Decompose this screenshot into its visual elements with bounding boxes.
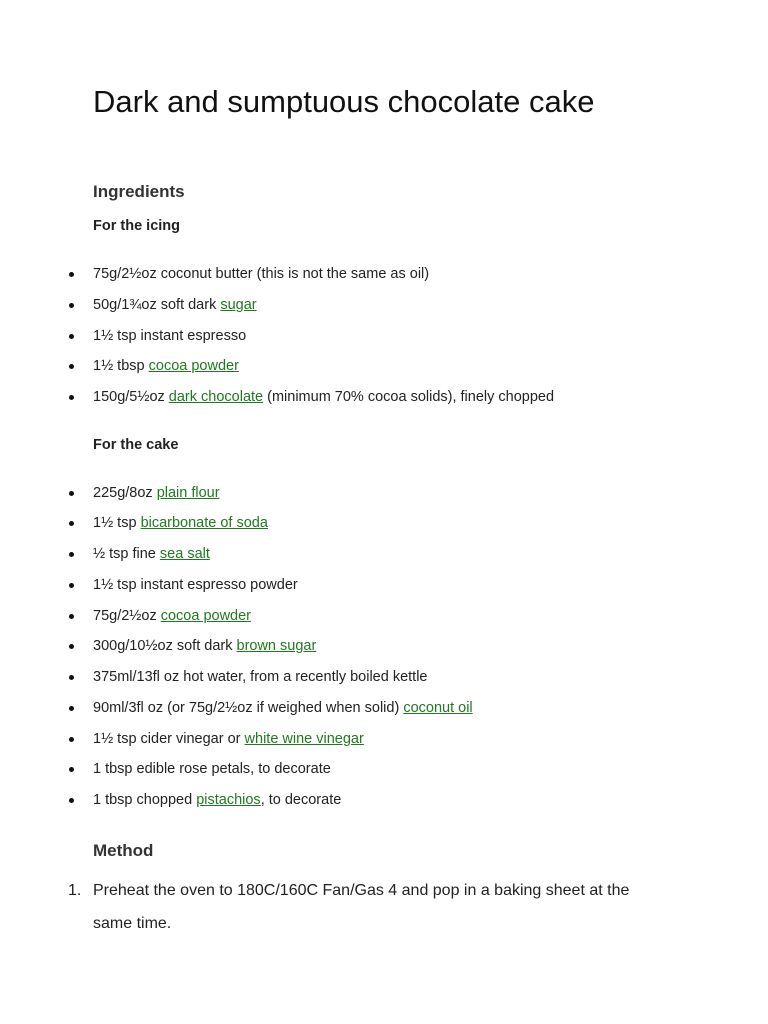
bullet-icon xyxy=(69,706,74,711)
ingredient-text: 300g/10½oz soft dark xyxy=(93,638,237,654)
ingredient-text: ½ tsp fine xyxy=(93,546,160,562)
method-step xyxy=(68,874,668,940)
bullet-icon xyxy=(69,303,74,308)
ingredient-text: 1½ tbsp xyxy=(93,358,149,374)
ingredient-item xyxy=(93,699,473,717)
bullet-icon xyxy=(69,767,74,772)
ingredient-text: 90ml/3fl oz (or 75g/2½oz if weighed when solid) xyxy=(93,700,404,716)
ingredient-text: 225g/8oz xyxy=(93,485,157,501)
ingredient-text: 1½ tsp cider vinegar or xyxy=(93,731,245,747)
cake-subheading: For the cake xyxy=(93,437,179,453)
ingredient-link[interactable]: sea salt xyxy=(159,546,210,562)
ingredient-link[interactable]: cocoa powder xyxy=(148,358,239,374)
ingredient-item xyxy=(93,265,429,283)
bullet-icon xyxy=(69,521,74,526)
ingredient-item xyxy=(93,791,341,809)
bullet-icon xyxy=(69,552,74,557)
ingredient-text: 1½ tsp instant espresso powder xyxy=(93,577,298,593)
bullet-icon xyxy=(69,614,74,619)
method-heading: Method xyxy=(93,841,154,860)
ingredient-link[interactable]: plain flour xyxy=(156,485,220,501)
ingredient-item xyxy=(93,760,331,778)
ingredient-link[interactable]: sugar xyxy=(220,297,257,313)
ingredient-item xyxy=(93,668,427,686)
bullet-icon xyxy=(69,364,74,369)
ingredient-text: 1½ tsp instant espresso xyxy=(93,328,247,344)
bullet-icon xyxy=(69,798,74,803)
method-step-number: 1. xyxy=(68,882,82,899)
ingredient-link[interactable]: bicarbonate of soda xyxy=(140,515,268,531)
ingredient-item xyxy=(93,357,239,375)
page-title: Dark and sumptuous chocolate cake xyxy=(93,84,595,119)
ingredient-text-suffix: (minimum 70% cocoa solids), finely chopped xyxy=(263,389,555,405)
bullet-icon xyxy=(69,583,74,588)
ingredient-text: 75g/2½oz coconut butter (this is not the same as oil) xyxy=(93,266,430,282)
ingredient-item xyxy=(93,637,316,655)
ingredient-link[interactable]: white wine vinegar xyxy=(244,731,364,747)
ingredient-item xyxy=(93,296,257,314)
ingredient-text: 375ml/13fl oz hot water, from a recently boiled kettle xyxy=(93,669,428,685)
ingredient-item xyxy=(93,607,251,625)
icing-subheading: For the icing xyxy=(93,218,180,234)
ingredient-text: 50g/1¾oz soft dark xyxy=(93,297,221,313)
ingredient-item xyxy=(93,484,220,502)
bullet-icon xyxy=(69,737,74,742)
ingredient-item xyxy=(93,327,246,345)
bullet-icon xyxy=(69,491,74,496)
method-step-text: Preheat the oven to 180C/160C Fan/Gas 4 and pop in a baking sheet at the same time. xyxy=(93,882,630,932)
ingredient-text: 75g/2½oz xyxy=(93,608,161,624)
bullet-icon xyxy=(69,675,74,680)
ingredient-link[interactable]: cocoa powder xyxy=(160,608,252,624)
ingredient-text: 150g/5½oz xyxy=(93,389,169,405)
ingredient-item xyxy=(93,545,210,563)
bullet-icon xyxy=(69,334,74,339)
bullet-icon xyxy=(69,395,74,400)
ingredient-text-suffix: , to decorate xyxy=(260,792,342,808)
bullet-icon xyxy=(69,272,74,277)
ingredient-item xyxy=(93,514,268,532)
ingredients-heading: Ingredients xyxy=(93,182,185,201)
ingredient-link[interactable]: pistachios xyxy=(196,792,261,808)
ingredient-text: 1 tbsp edible rose petals, to decorate xyxy=(93,761,331,777)
bullet-icon xyxy=(69,644,74,649)
ingredient-item xyxy=(93,576,298,594)
ingredient-text: 1½ tsp xyxy=(93,515,141,531)
ingredient-link[interactable]: coconut oil xyxy=(403,700,473,716)
ingredient-link[interactable]: brown sugar xyxy=(236,638,317,654)
ingredient-link[interactable]: dark chocolate xyxy=(168,389,264,405)
ingredient-item xyxy=(93,388,554,406)
ingredient-item xyxy=(93,730,364,748)
ingredient-text: 1 tbsp chopped xyxy=(93,792,197,808)
